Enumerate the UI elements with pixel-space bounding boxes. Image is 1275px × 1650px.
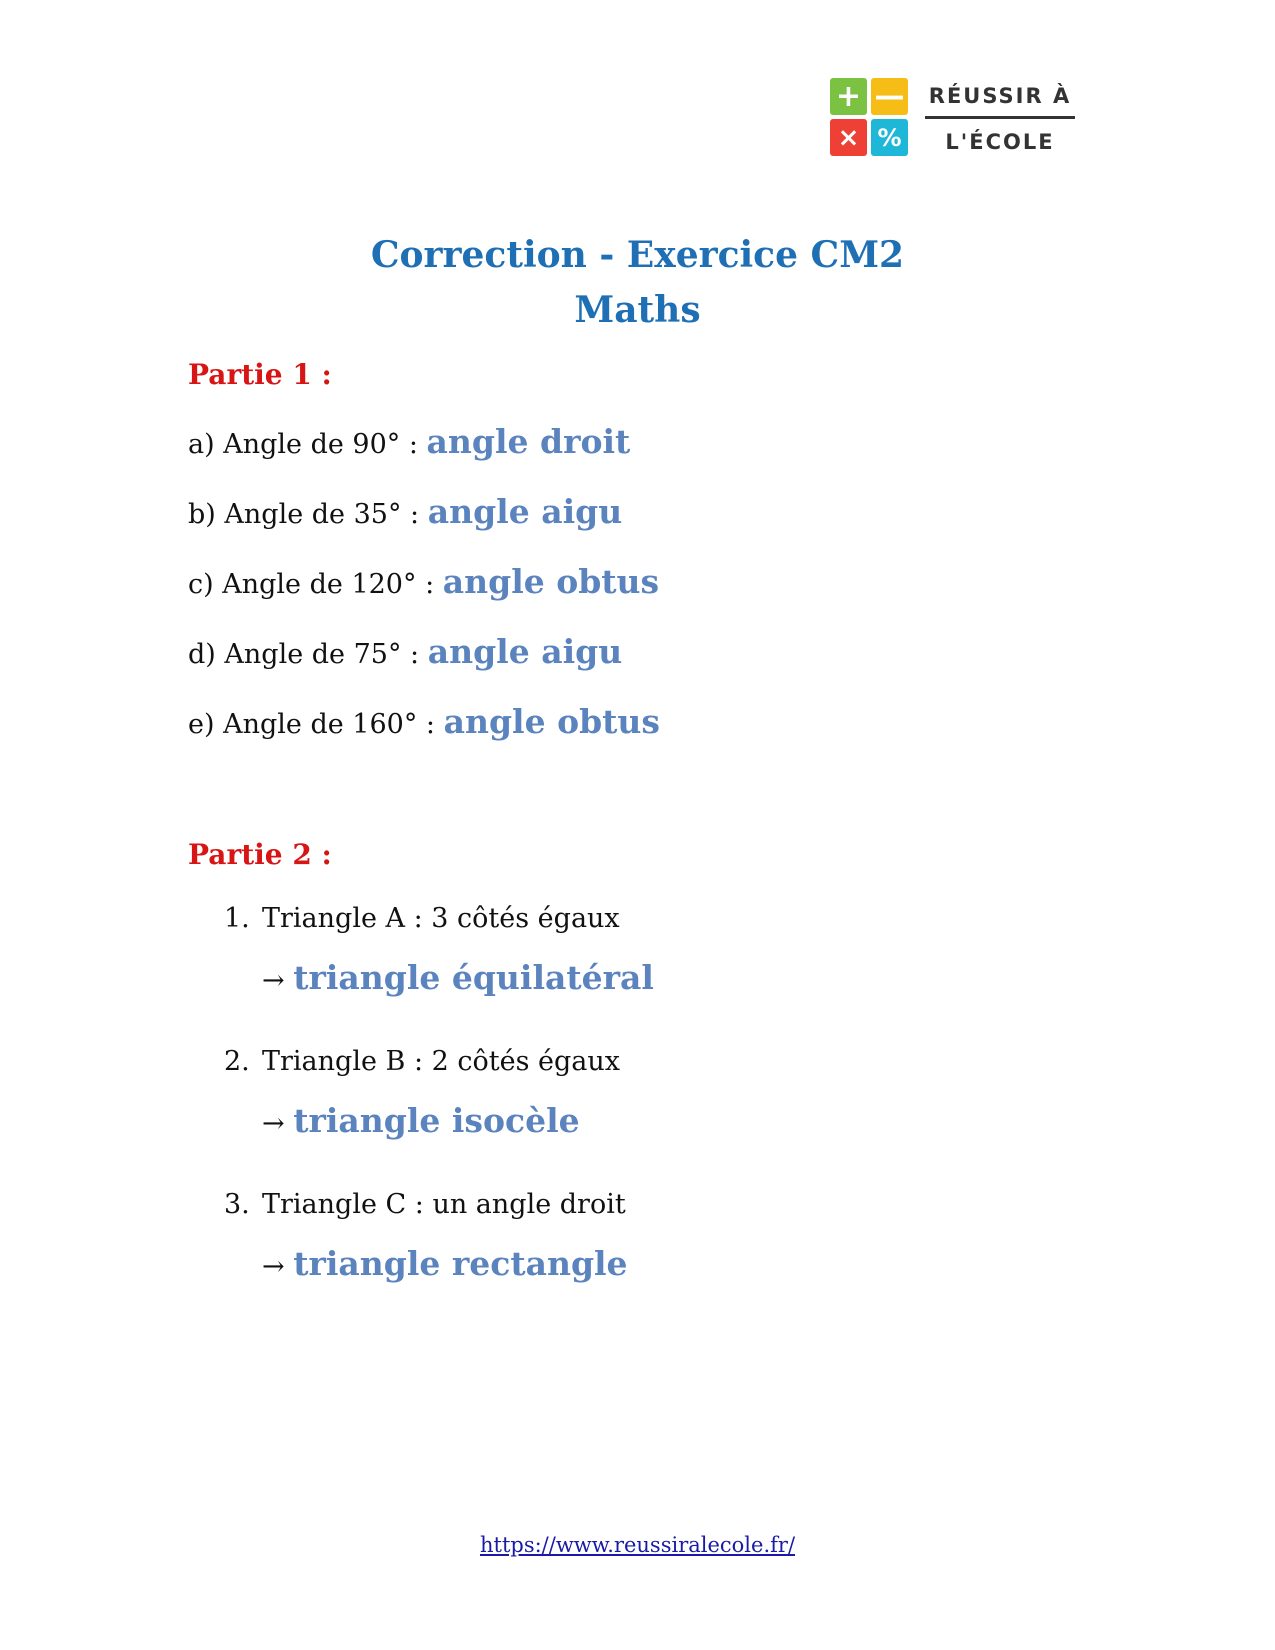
part2-answer-1 bbox=[262, 958, 654, 997]
arrow-icon: → bbox=[262, 1251, 285, 1282]
item-prompt: c) Angle de 120° : bbox=[188, 569, 443, 600]
item-answer: angle droit bbox=[426, 422, 631, 461]
item-prompt: a) Angle de 90° : bbox=[188, 429, 427, 460]
logo-top-text: RÉUSSIR À bbox=[928, 84, 1072, 108]
part2-item-1 bbox=[224, 903, 620, 934]
times-icon: × bbox=[830, 119, 867, 156]
percent-icon: % bbox=[871, 119, 908, 156]
part2-heading: Partie 2 : bbox=[188, 838, 332, 871]
part1-item-a bbox=[188, 422, 630, 461]
arrow-icon: → bbox=[262, 965, 285, 996]
item-prompt: d) Angle de 75° : bbox=[188, 639, 428, 670]
arrow-icon: → bbox=[262, 1108, 285, 1139]
item-number: 3. bbox=[224, 1189, 250, 1220]
plus-icon: + bbox=[830, 78, 867, 115]
logo-divider bbox=[925, 116, 1075, 119]
item-prompt: b) Angle de 35° : bbox=[188, 499, 428, 530]
item-answer: angle obtus bbox=[442, 562, 660, 601]
logo-bottom-text: L'ÉCOLE bbox=[945, 130, 1055, 154]
site-logo bbox=[830, 78, 1080, 160]
item-question: Triangle C : un angle droit bbox=[262, 1189, 626, 1220]
part1-item-c bbox=[188, 562, 659, 601]
footer-link[interactable]: https://www.reussiralecole.fr/ bbox=[479, 1533, 796, 1557]
item-answer: triangle isocèle bbox=[293, 1101, 580, 1140]
item-answer: angle aigu bbox=[427, 492, 623, 531]
item-answer: triangle rectangle bbox=[293, 1244, 628, 1283]
part2-answer-2 bbox=[262, 1101, 580, 1140]
item-answer: triangle équilatéral bbox=[293, 958, 654, 997]
item-answer: angle obtus bbox=[443, 702, 660, 741]
title-line-1: Correction - Exercice CM2 bbox=[370, 234, 905, 276]
part1-item-d bbox=[188, 632, 622, 671]
item-question: Triangle A : 3 côtés égaux bbox=[262, 903, 620, 934]
item-prompt: e) Angle de 160° : bbox=[188, 709, 444, 740]
part2-item-3 bbox=[224, 1189, 626, 1220]
item-number: 2. bbox=[224, 1046, 250, 1077]
part1-item-e bbox=[188, 702, 660, 741]
minus-icon: — bbox=[871, 78, 908, 115]
part2-answer-3 bbox=[262, 1244, 628, 1283]
title-line-2: Maths bbox=[574, 289, 701, 331]
item-question: Triangle B : 2 côtés égaux bbox=[262, 1046, 621, 1077]
item-number: 1. bbox=[224, 903, 250, 934]
footer bbox=[0, 1533, 1275, 1557]
part2-item-2 bbox=[224, 1046, 620, 1077]
page-title bbox=[0, 228, 1275, 338]
item-answer: angle aigu bbox=[427, 632, 623, 671]
part1-heading: Partie 1 : bbox=[188, 358, 332, 391]
part1-item-b bbox=[188, 492, 622, 531]
